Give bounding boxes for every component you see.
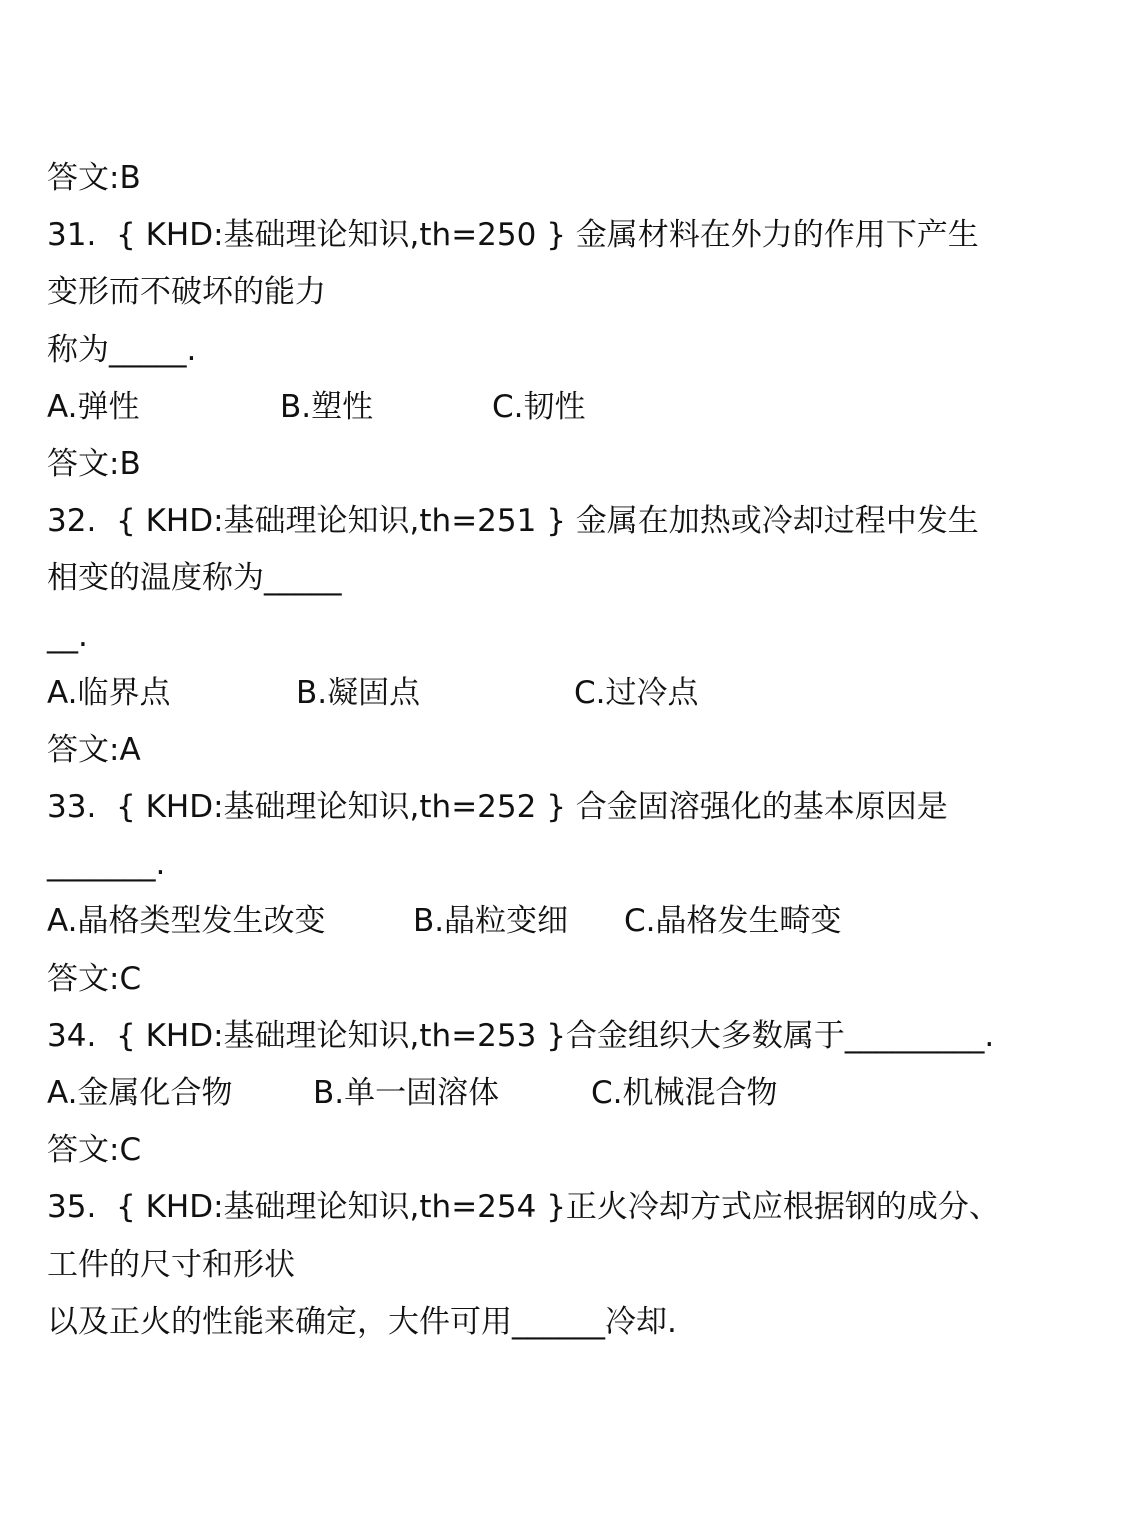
question-32-blank: __. — [47, 617, 88, 654]
question-35-blank: 以及正火的性能来确定，大件可用______冷却. — [47, 1303, 677, 1340]
question-32-options — [47, 665, 1087, 722]
option-c: C.过冷点 — [574, 674, 699, 711]
question-33-text: 33. { KHD:基础理论知识,th=252 } 合金固溶强化的基本原因是 — [47, 789, 948, 826]
option-c: C.机械混合物 — [591, 1075, 778, 1111]
option-c: C.晶格发生畸变 — [624, 903, 842, 940]
option-b: B.单一固溶体 — [313, 1075, 500, 1111]
question-34-text: 34. { KHD:基础理论知识,th=253 }合金组织大多数属于_________. — [47, 1017, 995, 1054]
option-a: A.金属化合物 — [47, 1075, 233, 1111]
question-31-text-cont: 变形而不破坏的能力 — [47, 274, 326, 311]
question-32-text-cont: 相变的温度称为_____ — [47, 560, 342, 597]
option-a: A.临界点 — [47, 674, 171, 711]
question-31-blank: 称为_____. — [47, 331, 197, 368]
option-b: B.晶粒变细 — [413, 903, 569, 940]
document-page — [47, 150, 1087, 1351]
option-c: C.韧性 — [492, 388, 586, 425]
question-33-blank: _______. — [47, 846, 166, 883]
option-a: A.晶格类型发生改变 — [47, 903, 326, 940]
answer-34: 答文:C — [47, 1132, 142, 1169]
option-b: B.凝固点 — [296, 674, 421, 711]
option-a: A.弹性 — [47, 388, 140, 425]
question-32-text: 32. { KHD:基础理论知识,th=251 } 金属在加热或冷却过程中发生 — [47, 503, 979, 540]
question-35-text: 35. { KHD:基础理论知识,th=254 }正火冷却方式应根据钢的成分、 — [47, 1189, 1000, 1226]
answer-30: 答文:B — [47, 160, 141, 196]
option-b: B.塑性 — [280, 388, 374, 425]
question-31-options — [47, 379, 1087, 436]
question-31-text: 31. { KHD:基础理论知识,th=250 } 金属材料在外力的作用下产生 — [47, 217, 979, 254]
question-35-text-cont: 工件的尺寸和形状 — [47, 1246, 295, 1283]
answer-31: 答文:B — [47, 445, 141, 482]
question-33-options — [47, 893, 1087, 950]
answer-32: 答文:A — [47, 731, 141, 768]
answer-33: 答文:C — [47, 960, 142, 997]
question-34-options — [47, 1065, 1087, 1122]
